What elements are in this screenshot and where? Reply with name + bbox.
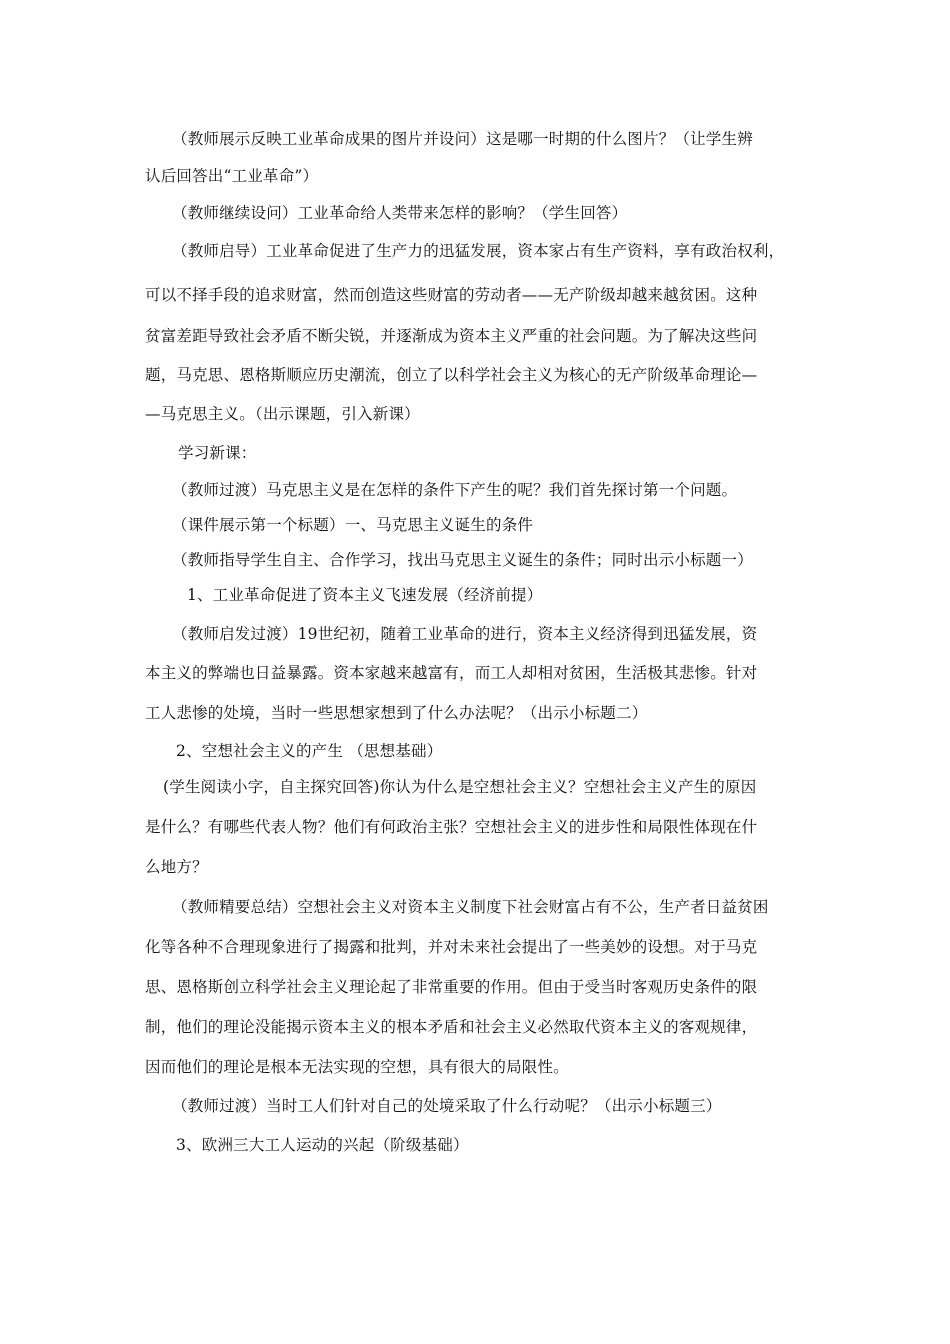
paragraph-line: （教师指导学生自主、合作学习，找出马克思主义诞生的条件；同时出示小标题一） (172, 551, 753, 569)
subheading: 1、工业革命促进了资本主义飞速发展（经济前提） (187, 586, 543, 604)
paragraph-line: 认后回答出“工业革命”） (145, 167, 319, 185)
paragraph-line: （教师启发过渡）19世纪初，随着工业革命的进行，资本主义经济得到迅猛发展，资 (172, 625, 758, 643)
paragraph-line: （教师过渡）当时工人们针对自己的处境采取了什么行动呢？（出示小标题三） (172, 1097, 722, 1115)
paragraph-line: 么地方？ (145, 858, 208, 876)
paragraph-line: 贫富差距导致社会矛盾不断尖锐，并逐渐成为资本主义严重的社会问题。为了解决这些问 (145, 327, 758, 345)
paragraph-line: （教师启导）工业革命促进了生产力的迅猛发展，资本家占有生产资料，享有政治权利， (172, 242, 785, 260)
paragraph-line: 是什么？有哪些代表人物？他们有何政治主张？空想社会主义的进步性和局限性体现在什 (145, 818, 758, 836)
paragraph-line: (学生阅读小字，自主探究回答)你认为什么是空想社会主义？空想社会主义产生的原因 (163, 778, 757, 796)
paragraph-line: 可以不择手段的追求财富，然而创造这些财富的劳动者——无产阶级却越来越贫困。这种 (145, 286, 758, 304)
paragraph-line: 本主义的弊端也日益暴露。资本家越来越富有，而工人却相对贫困，生活极其悲惨。针对 (145, 664, 758, 682)
paragraph-line: 因而他们的理论是根本无法实现的空想，具有很大的局限性。 (145, 1058, 569, 1076)
paragraph-line: （教师展示反映工业革命成果的图片并设问）这是哪一时期的什么图片？（让学生辨 (172, 130, 753, 148)
paragraph-line: 思、恩格斯创立科学社会主义理论起了非常重要的作用。但由于受当时客观历史条件的限 (145, 978, 758, 996)
subheading: 2、空想社会主义的产生 （思想基础） (176, 742, 443, 760)
paragraph-line: （课件展示第一个标题）一、马克思主义诞生的条件 (172, 516, 534, 534)
paragraph-line: 工人悲惨的处境，当时一些思想家想到了什么办法呢？（出示小标题二） (145, 704, 648, 722)
paragraph-line: 化等各种不合理现象进行了揭露和批判，并对未来社会提出了一些美妙的设想。对于马克 (145, 938, 758, 956)
paragraph-line: （教师过渡）马克思主义是在怎样的条件下产生的呢？我们首先探讨第一个问题。 (172, 481, 738, 499)
paragraph-line: 制，他们的理论没能揭示资本主义的根本矛盾和社会主义必然取代资本主义的客观规律， (145, 1018, 758, 1036)
paragraph-line: （教师精要总结）空想社会主义对资本主义制度下社会财富占有不公，生产者日益贫困 (172, 898, 769, 916)
subheading: 3、欧洲三大工人运动的兴起（阶级基础） (176, 1136, 469, 1154)
section-heading: 学习新课： (178, 444, 257, 462)
paragraph-line: —马克思主义。（出示课题，引入新课） (145, 405, 420, 423)
paragraph-line: （教师继续设问）工业革命给人类带来怎样的影响？（学生回答） (172, 204, 628, 222)
paragraph-line: 题，马克思、恩格斯顺应历史潮流，创立了以科学社会主义为核心的无产阶级革命理论— (145, 366, 758, 384)
